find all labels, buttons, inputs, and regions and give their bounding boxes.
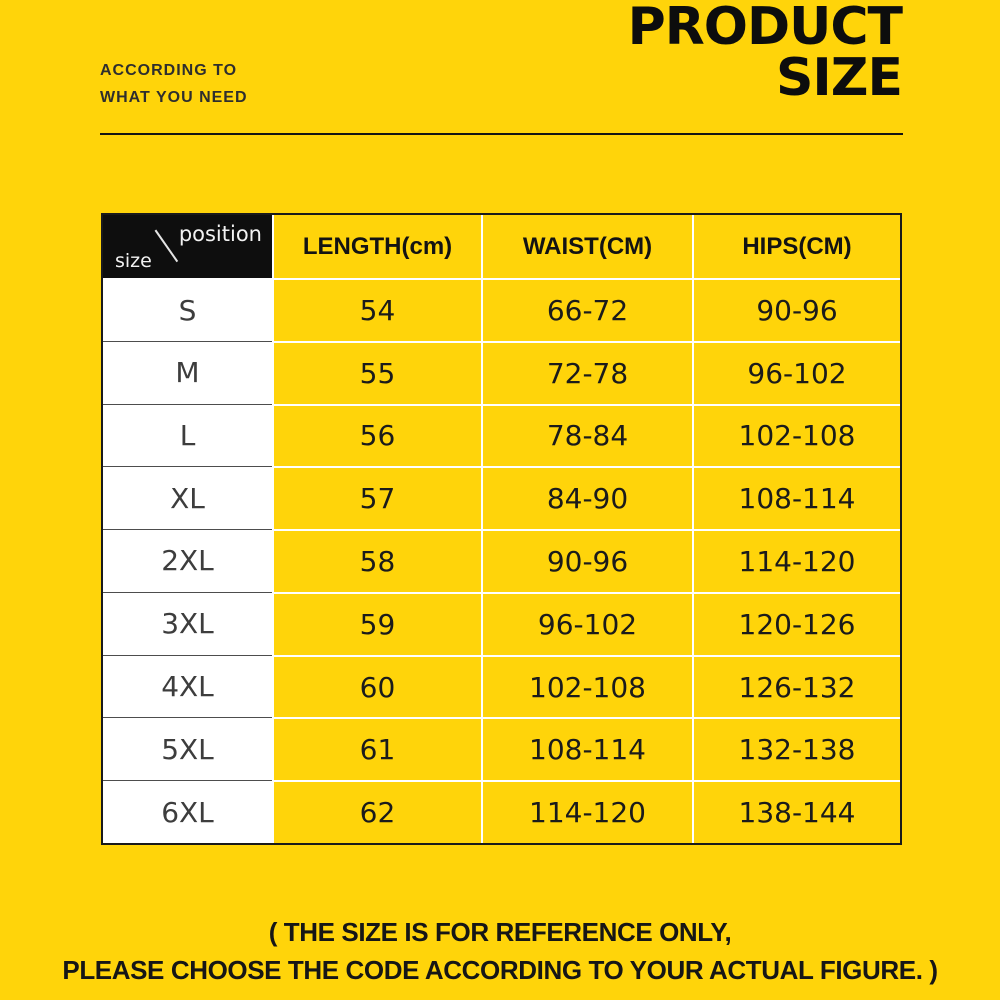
table-corner-cell	[103, 215, 272, 278]
row-label-s: S	[103, 278, 272, 341]
column-header-waist: WAIST(CM)	[481, 215, 692, 278]
cell-waist-l: 78-84	[481, 404, 692, 467]
cell-waist-4xl: 102-108	[481, 655, 692, 718]
row-label-2xl: 2XL	[103, 529, 272, 592]
row-label-6xl: 6XL	[103, 780, 272, 843]
footer-note-line2: PLEASE CHOOSE THE CODE ACCORDING TO YOUR ACTUAL FIGURE. )	[62, 955, 938, 985]
row-label-m: M	[103, 341, 272, 404]
page-title-line2: SIZE	[775, 48, 902, 108]
cell-waist-3xl: 96-102	[481, 592, 692, 655]
cell-waist-6xl: 114-120	[481, 780, 692, 843]
column-header-length: LENGTH(cm)	[272, 215, 481, 278]
page-title-line1: PRODUCT	[627, 0, 902, 57]
cell-hips-4xl: 126-132	[692, 655, 900, 718]
row-label-5xl: 5XL	[103, 717, 272, 780]
corner-col-axis-label: position	[178, 222, 262, 246]
footer-note-line1: ( THE SIZE IS FOR REFERENCE ONLY,	[268, 917, 732, 947]
cell-hips-l: 102-108	[692, 404, 900, 467]
cell-length-5xl: 61	[272, 717, 481, 780]
cell-hips-3xl: 120-126	[692, 592, 900, 655]
row-label-l: L	[103, 404, 272, 467]
cell-waist-m: 72-78	[481, 341, 692, 404]
cell-length-l: 56	[272, 404, 481, 467]
column-header-hips: HIPS(CM)	[692, 215, 900, 278]
page-title	[627, 0, 902, 108]
cell-length-s: 54	[272, 278, 481, 341]
cell-hips-6xl: 138-144	[692, 780, 900, 843]
cell-waist-xl: 84-90	[481, 466, 692, 529]
cell-hips-m: 96-102	[692, 341, 900, 404]
cell-length-m: 55	[272, 341, 481, 404]
cell-length-2xl: 58	[272, 529, 481, 592]
cell-waist-2xl: 90-96	[481, 529, 692, 592]
tagline-line1: ACCORDING TO	[100, 62, 238, 79]
corner-row-axis-label: size	[115, 250, 152, 272]
row-label-4xl: 4XL	[103, 655, 272, 718]
cell-length-4xl: 60	[272, 655, 481, 718]
cell-length-6xl: 62	[272, 780, 481, 843]
row-label-xl: XL	[103, 466, 272, 529]
cell-hips-2xl: 114-120	[692, 529, 900, 592]
cell-hips-xl: 108-114	[692, 466, 900, 529]
cell-waist-s: 66-72	[481, 278, 692, 341]
cell-hips-s: 90-96	[692, 278, 900, 341]
header-divider	[100, 133, 903, 135]
cell-waist-5xl: 108-114	[481, 717, 692, 780]
cell-length-xl: 57	[272, 466, 481, 529]
tagline-line2: WHAT YOU NEED	[100, 89, 248, 106]
row-label-3xl: 3XL	[103, 592, 272, 655]
cell-hips-5xl: 132-138	[692, 717, 900, 780]
size-table	[101, 213, 902, 845]
tagline	[100, 57, 248, 111]
cell-length-3xl: 59	[272, 592, 481, 655]
